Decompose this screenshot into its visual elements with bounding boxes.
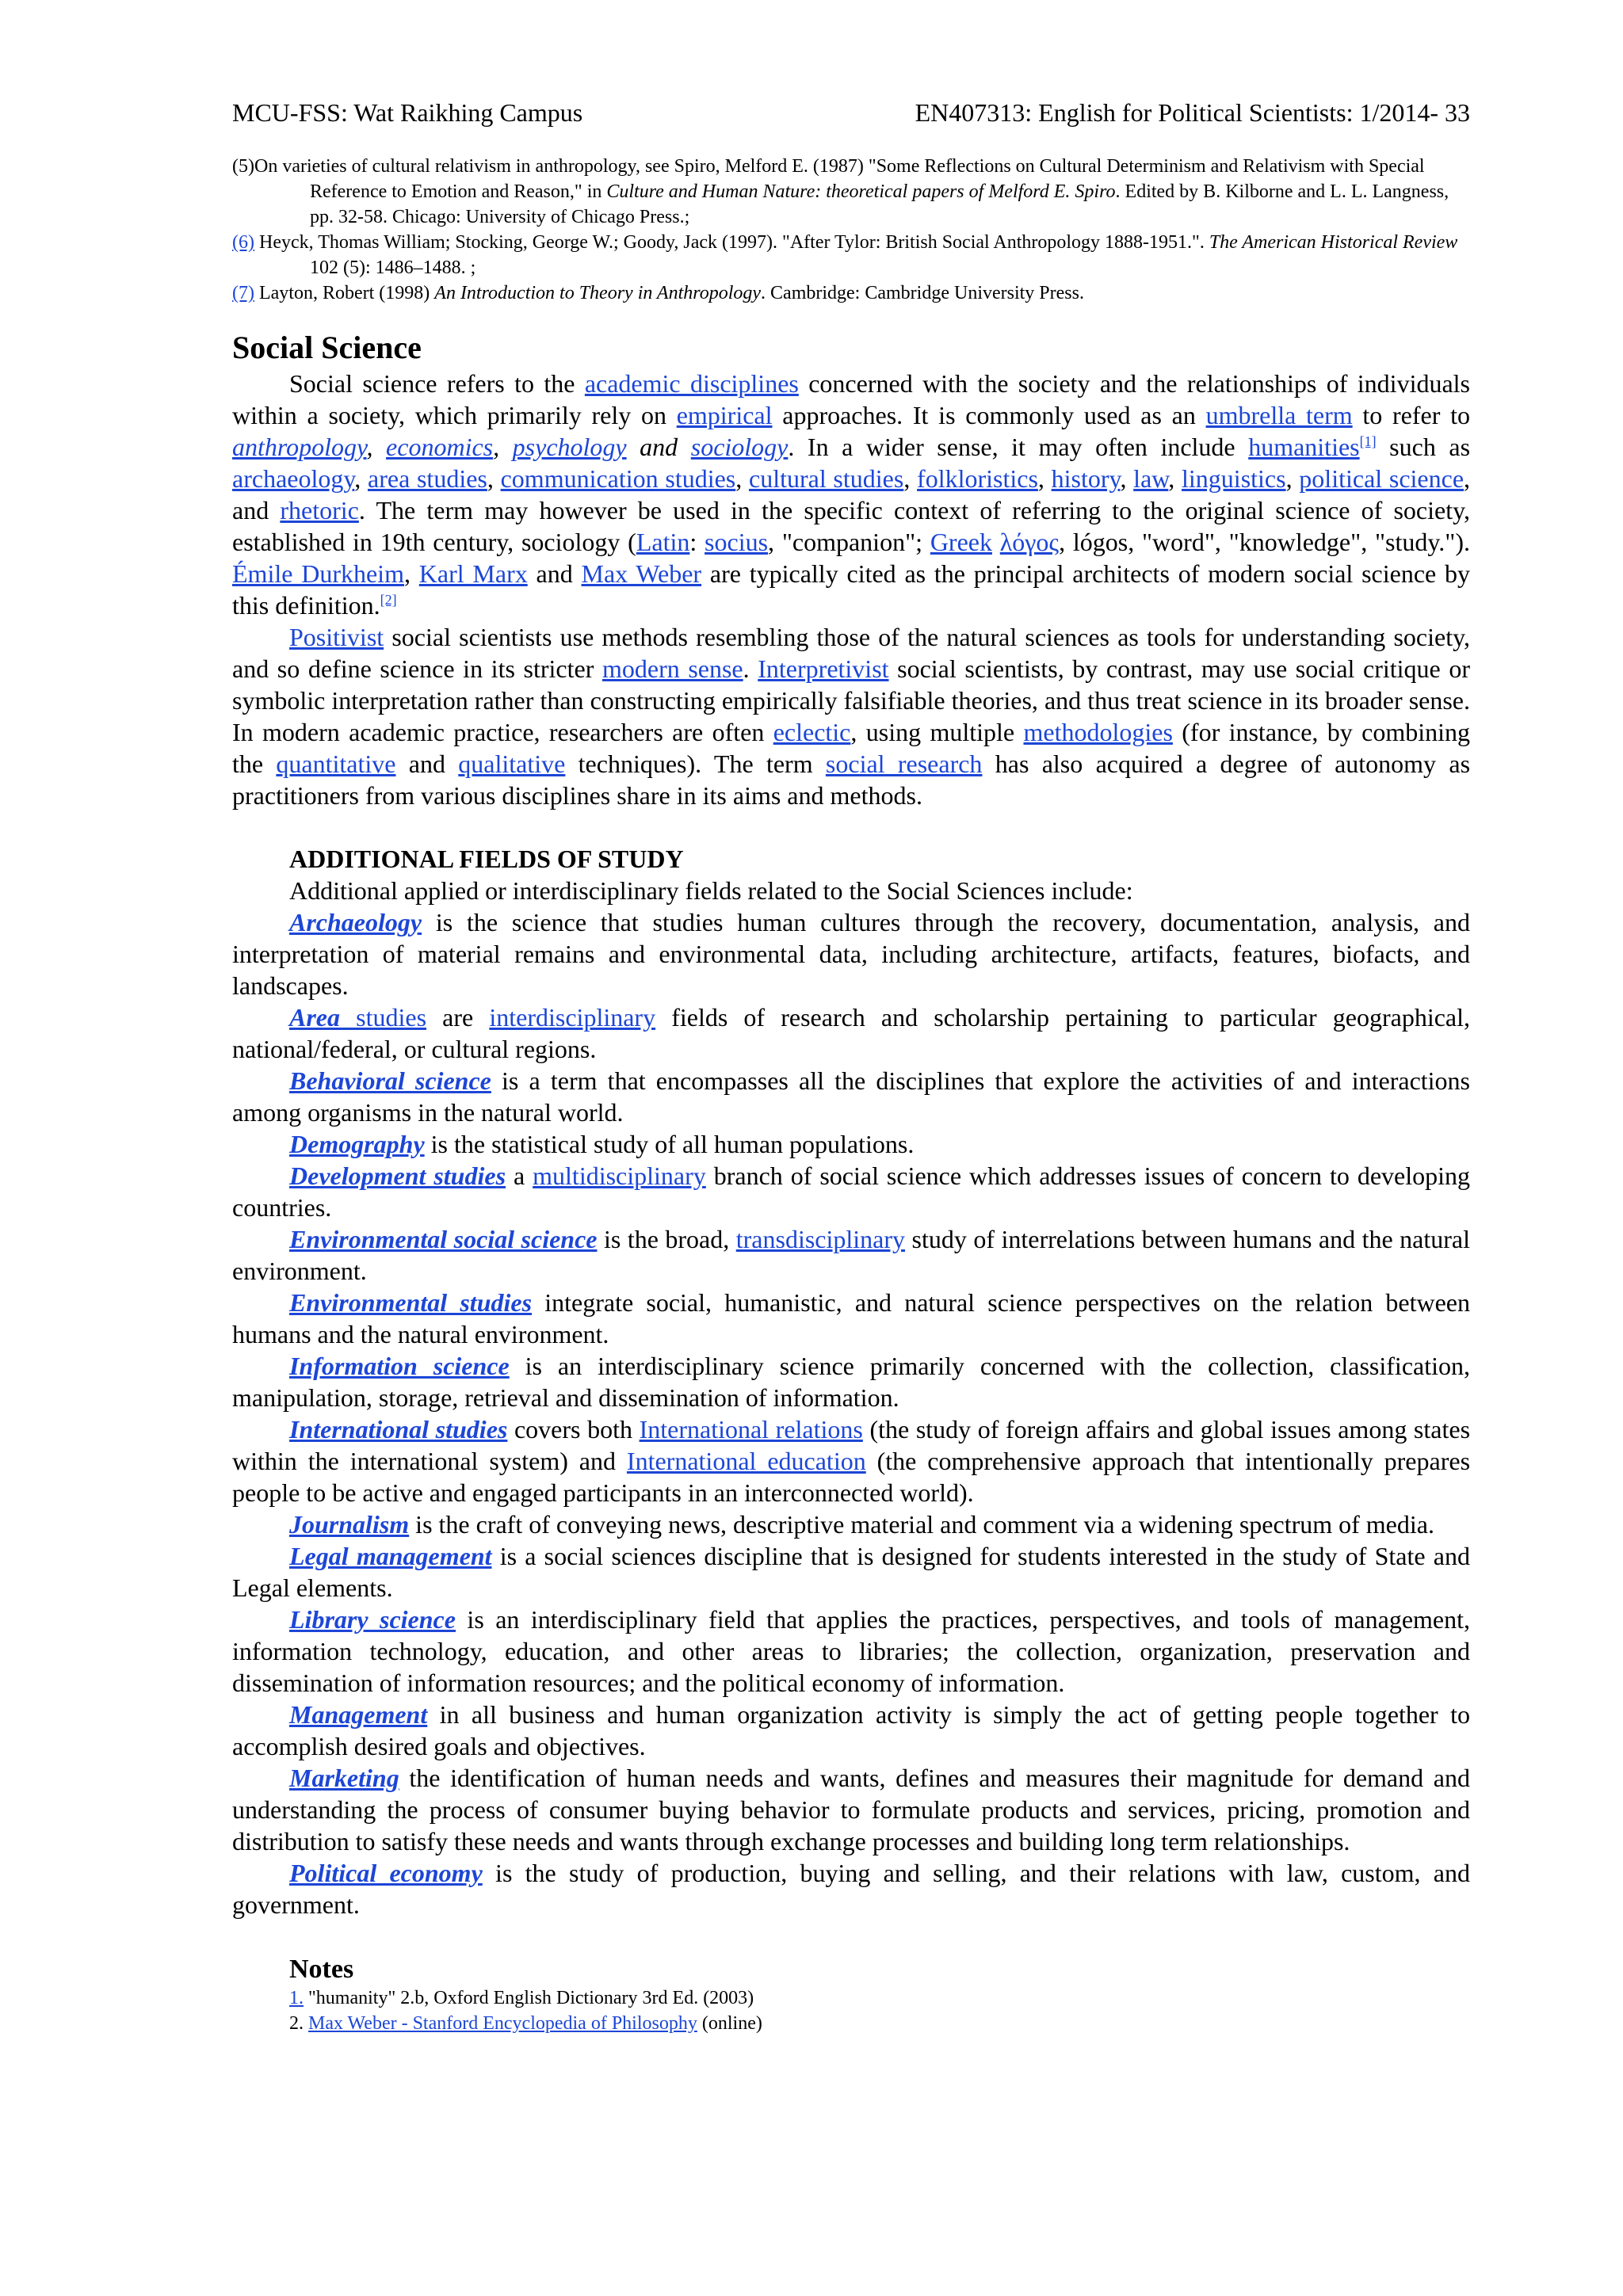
footnotes <box>232 154 1470 306</box>
link-modern-sense[interactable]: modern sense <box>601 654 743 683</box>
link-logos[interactable]: λόγος <box>999 528 1060 556</box>
link-international-relations[interactable]: International relations <box>639 1415 863 1444</box>
term-marketing-link[interactable]: Marketing <box>289 1764 399 1792</box>
link-qualitative[interactable]: qualitative <box>458 749 566 778</box>
link-communication-studies[interactable]: communication studies <box>500 464 736 493</box>
link-history[interactable]: history <box>1051 464 1121 493</box>
term-international-studies-link[interactable]: International studies <box>289 1415 508 1444</box>
section-title: Social Science <box>232 330 422 365</box>
citation-2-link[interactable]: [2] <box>380 592 397 608</box>
link-positivist[interactable]: Positivist <box>289 623 384 651</box>
link-max-weber[interactable]: Max Weber <box>581 559 702 588</box>
term-management-link[interactable]: Management <box>289 1700 428 1729</box>
footnote-6-link[interactable]: (6) <box>232 232 254 253</box>
link-socius[interactable]: socius <box>705 528 769 556</box>
field-political-economy: Political economy is the study of production, buying and selling, and their relations with law, custom, and government. <box>232 1859 1471 1919</box>
link-humanities[interactable]: humanities <box>1248 433 1360 461</box>
term-demography-link[interactable]: Demography <box>289 1130 425 1158</box>
paragraph-1: Social science refers to the academic disciplines concerned with the society and the relationships of individuals within a society, which primarily rely on empirical approaches. It is commonly used as an umbrella term to refer to anthropology, economics, psychology and sociology. In a wider sense, it may often include humanities[1] such as archaeology, area studies, communication studies, cultural studies, folkloristics, history, law, linguistics, political science, and rhetoric. The term may however be used in the specific context of referring to the original science of society, established in 19th century, sociology (Latin: socius, "companion"; Greek λόγος, lógos, "word", "knowledge", "study."). Émile Durkheim, Karl Marx and Max Weber are typically cited as the principal architects of modern social science by this definition.[2] <box>232 369 1471 620</box>
header-left: MCU-FSS: Wat Raikhing Campus <box>232 98 583 127</box>
link-umbrella-term[interactable]: umbrella term <box>1205 401 1353 429</box>
link-archaeology[interactable]: archaeology <box>232 464 355 493</box>
link-greek[interactable]: Greek <box>930 528 992 556</box>
note-1: 1. "humanity" 2.b, Oxford English Dictionary 3rd Ed. (2003) <box>289 1988 754 2008</box>
link-cultural-studies[interactable]: cultural studies <box>748 464 904 493</box>
link-latin[interactable]: Latin <box>636 528 690 556</box>
link-quantitative[interactable]: quantitative <box>276 749 396 778</box>
link-sociology[interactable]: sociology <box>690 433 789 461</box>
field-demography: Demography is the statistical study of all human populations. <box>289 1130 915 1158</box>
fields-intro: Additional applied or interdisciplinary fields related to the Social Sciences include: <box>289 876 1133 905</box>
term-area-link[interactable]: Area <box>289 1003 340 1032</box>
link-area-studies[interactable]: area studies <box>368 464 487 493</box>
notes-section <box>232 1954 1470 2036</box>
term-legal-management-link[interactable]: Legal management <box>289 1542 492 1570</box>
field-development-studies: Development studies a multidisciplinary branch of social science which addresses issues of concern to developing countries. <box>232 1161 1471 1222</box>
footnote-5: (5)On varieties of cultural relativism in anthropology, see Spiro, Melford E. (1987) "Some Reflections on Cultural Determinism and Relativism with Special Reference to Emotion and Reason," in Culture and Human Nature: theoretical papers of Melford E. Spiro. Edited by B. Kilborne and L. L. Langness, pp. 32-58. Chicago: University of Chicago Press.; <box>232 156 1449 227</box>
term-development-studies-link[interactable]: Development studies <box>289 1161 506 1190</box>
header-right: EN407313: English for Political Scientists: 1/2014- 33 <box>915 98 1470 127</box>
document-page <box>232 95 1470 2036</box>
field-marketing: Marketing the identification of human needs and wants, defines and measures their magnitude for demand and understanding the process of consumer buying behavior to formulate products and services, pricing, promotion and distribution to satisfy these needs and wants through exchange processes and building long term relationships. <box>232 1764 1470 1855</box>
field-legal-management: Legal management is a social sciences discipline that is designed for students interested in the study of State and Legal elements. <box>232 1542 1471 1602</box>
term-environmental-social-science-link[interactable]: Environmental social science <box>289 1225 598 1253</box>
link-emile-durkheim[interactable]: Émile Durkheim <box>232 559 404 588</box>
fields-list <box>232 906 1470 1920</box>
link-multidisciplinary[interactable]: multidisciplinary <box>533 1161 706 1190</box>
link-social-research[interactable]: social research <box>825 749 983 778</box>
field-information-science: Information science is an interdisciplinary science primarily concerned with the collection, classification, manipulation, storage, retrieval and dissemination of information. <box>232 1352 1471 1412</box>
note-1-link[interactable]: 1. <box>289 1988 304 2008</box>
link-linguistics[interactable]: linguistics <box>1182 464 1286 493</box>
link-international-education[interactable]: International education <box>626 1447 866 1475</box>
section-body <box>232 368 1470 811</box>
term-behavioral-science-link[interactable]: Behavioral science <box>289 1066 491 1095</box>
note-2-link[interactable]: Max Weber - Stanford Encyclopedia of Philosophy <box>308 2013 697 2034</box>
term-political-economy-link[interactable]: Political economy <box>289 1859 483 1887</box>
fields-heading: ADDITIONAL FIELDS OF STUDY <box>289 845 684 873</box>
link-empirical[interactable]: empirical <box>676 401 773 429</box>
term-journalism-link[interactable]: Journalism <box>289 1510 410 1539</box>
page-header <box>232 95 1470 130</box>
link-karl-marx[interactable]: Karl Marx <box>418 559 528 588</box>
notes-heading: Notes <box>289 1955 354 1984</box>
link-academic-disciplines[interactable]: academic disciplines <box>584 369 799 398</box>
link-interpretivist[interactable]: Interpretivist <box>758 654 889 683</box>
link-psychology[interactable]: psychology <box>512 433 627 461</box>
citation-1-link[interactable]: [1] <box>1359 433 1377 449</box>
paragraph-2: Positivist social scientists use methods resembling those of the natural sciences as tools for understanding society, and so define science in its stricter modern sense. Interpretivist social scientists, by contrast, may use social critique or symbolic interpretation rather than constructing empirically falsifiable theories, and thus treat science in its broader sense. In modern academic practice, researchers are often eclectic, using multiple methodologies (for instance, by combining the quantitative and qualitative techniques). The term social research has also acquired a degree of autonomy as practitioners from various disciplines share in its aims and methods. <box>232 623 1471 810</box>
link-economics[interactable]: economics <box>386 433 494 461</box>
field-archaeology: Archaeology is the science that studies human cultures through the recovery, documentation, analysis, and interpretation of material remains and environmental data, including architecture, artifacts, features, biofacts, and landscapes. <box>232 908 1470 1000</box>
link-eclectic[interactable]: eclectic <box>773 718 851 746</box>
field-management: Management in all business and human organization activity is simply the act of getting people together to accomplish desired goals and objectives. <box>232 1700 1470 1760</box>
link-rhetoric[interactable]: rhetoric <box>280 496 359 524</box>
link-anthropology[interactable]: anthropology <box>232 433 367 461</box>
note-2: 2. Max Weber - Stanford Encyclopedia of Philosophy (online) <box>289 2013 762 2034</box>
term-environmental-studies-link[interactable]: Environmental studies <box>289 1288 533 1317</box>
field-area-studies: Area studies are interdisciplinary fields of research and scholarship pertaining to particular geographical, national/federal, or cultural regions. <box>232 1003 1471 1063</box>
footnote-7-link[interactable]: (7) <box>232 283 254 303</box>
term-studies-link[interactable]: studies <box>340 1003 427 1032</box>
footnote-7: (7) Layton, Robert (1998) An Introduction to Theory in Anthropology. Cambridge: Cambridge University Press. <box>232 283 1084 303</box>
field-environmental-social-science: Environmental social science is the broad, transdisciplinary study of interrelations between humans and the natural environment. <box>232 1225 1471 1285</box>
footnote-6: (6) Heyck, Thomas William; Stocking, George W.; Goody, Jack (1997). "After Tylor: British Social Anthropology 1888-1951.". The American Historical Review 102 (5): 1486–1488. ; <box>232 232 1458 278</box>
term-library-science-link[interactable]: Library science <box>289 1605 456 1634</box>
field-library-science: Library science is an interdisciplinary field that applies the practices, perspectives, and tools of management, information technology, education, and other areas to libraries; the collection, organization, preservation and dissemination of information resources; and the political economy of information. <box>232 1605 1471 1697</box>
term-archaeology-link[interactable]: Archaeology <box>289 908 422 936</box>
link-political-science[interactable]: political science <box>1299 464 1465 493</box>
term-information-science-link[interactable]: Information science <box>289 1352 510 1380</box>
link-folkloristics[interactable]: folkloristics <box>917 464 1038 493</box>
link-interdisciplinary[interactable]: interdisciplinary <box>489 1003 656 1032</box>
field-journalism: Journalism is the craft of conveying news, descriptive material and comment via a widening spectrum of media. <box>289 1510 1434 1539</box>
link-law[interactable]: law <box>1133 464 1169 493</box>
link-methodologies[interactable]: methodologies <box>1023 718 1173 746</box>
field-international-studies: International studies covers both International relations (the study of foreign affairs and global issues among states within the international system) and International education (the comprehensive approach that intentionally prepares people to be active and engaged participants in an interconnected world). <box>232 1415 1471 1507</box>
field-behavioral-science: Behavioral science is a term that encompasses all the disciplines that explore the activities of and interactions among organisms in the natural world. <box>232 1066 1471 1127</box>
link-transdisciplinary[interactable]: transdisciplinary <box>735 1225 906 1253</box>
field-environmental-studies: Environmental studies integrate social, humanistic, and natural science perspectives on the relation between humans and the natural environment. <box>232 1288 1471 1348</box>
